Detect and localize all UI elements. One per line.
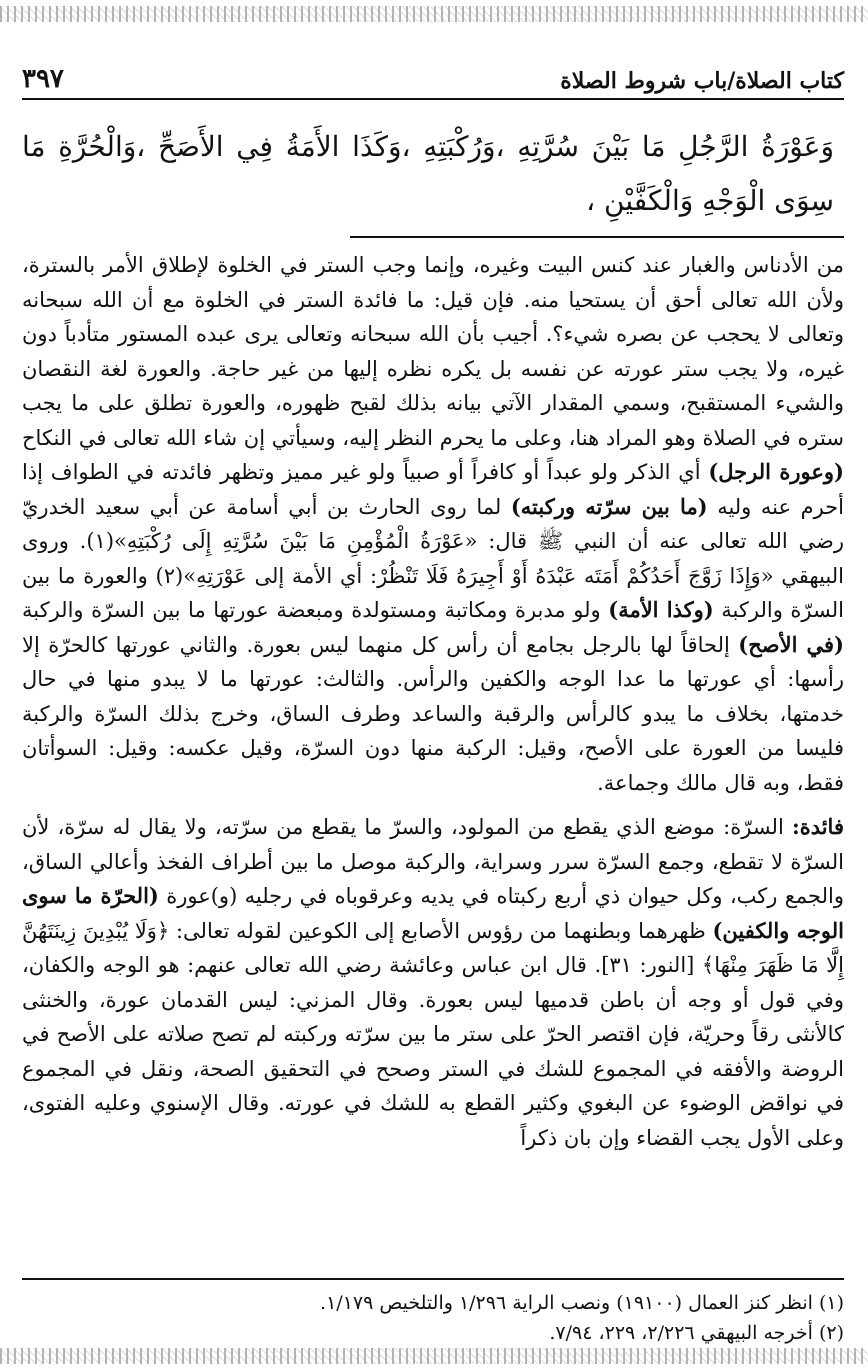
quoted-matn: (الحرّة ما سوى الوجه والكفين) xyxy=(22,883,844,943)
text-run: ولو مدبرة ومكاتبة ومستولدة ومبعضة عورتها ما بين السرّة والركبة xyxy=(22,598,601,622)
matn-text: وَعَوْرَةُ الرَّجُلِ مَا بَيْنَ سُرَّتِهِ ،وَرُكْبَتِهِ ،وَكَذَا الأَمَةُ فِي الأَصَحِّ ،وَالْحُرَّةِ مَا سِوَى الْوَجْهِ وَالْكَفَّيْنِ ، xyxy=(22,130,834,217)
commentary-paragraph-1 xyxy=(22,248,844,800)
text-run: من الأدناس والغبار عند كنس البيت وغيره، وإنما وجب الستر في الخلوة لإطلاق الأمر بالسترة، ولأن الله تعالى أحق أن يستحيا منه. فإن قيل: ما فائدة الستر في الخلوة مع أن الله سبحانه وتعالى لا يحجب عن بصره شيء؟. أجيب بأن الله سبحانه وتعالى يرى عبده المستور متأدباً دون غيره، ولا يجب ستر عورته عن نفسه بل يكره نظره إليها من غير حاجة. والعورة لغة النقصان والشيء المستقبح، وسمي المقدار الآتي بيانه بذلك لقبح ظهوره، والعورة تطلق على ما يجب ستره في الصلاة وهو المراد هنا، وعلى ما يحرم النظر إليه، وسيأتي إن شاء الله تعالى في النكاح xyxy=(22,253,844,450)
footnote-2: (٢) أخرجه البيهقي ٢/٢٢٦، ٢٢٩، ٧/٩٤. xyxy=(549,1322,844,1344)
commentary-text xyxy=(22,248,844,1155)
text-run: السرّة: موضع الذي يقطع من المولود، والسرّ ما يقطع من سرّته، ولا يقال له سرّة، لأن السرّة لا تقطع، وجمع السرّة سرر وسراية، والركبة موصل ما بين أطراف الفخذ وأعالي الساق، والجمع ركب، وكل حيوان ذي أربع ركبتاه في يديه وعرقوباه في رجليه (و)عورة xyxy=(22,815,844,908)
text-run: ظهرهما وبطنهما من رؤوس الأصابع إلى الكوعين لقوله تعالى: ﴿وَلَا يُبْدِينَ زِينَتَهُنَّ إِلَّا مَا ظَهَرَ مِنْهَا﴾ [النور: ٣١]. قال ابن عباس وعائشة رضي الله تعالى عنهم: هو الوجه والكفان، وفي قول أو وجه أن باطن قدميها ليس بعورة. وقال المزني: ليس القدمان عورة، والخنثى كالأنثى رقاً وحريّة، فإن اقتصر الحرّ على ستر ما بين سرّته وركبته لم تصح صلاته على الأصح في الروضة والأفقه في المجموع للشك في الستر وصحح في التحقيق الصحة، ونقل في المجموع في نواقض الوضوء عن البغوي وكثير القطع به للشك في عورته. وقال الإسنوي وعليه الفتوى، وعلى الأول يجب القضاء وإن بان ذكراً xyxy=(22,918,844,1150)
decorative-border-top xyxy=(0,6,868,22)
footnote-divider xyxy=(22,1278,844,1280)
quoted-matn: (في الأصح) xyxy=(738,631,844,657)
text-run: أي الذكر ولو عبداً أو كافراً أو صبياً ولو غير مميز وتظهر فائدته في الطواف إذا أحرم عنه وليه xyxy=(22,460,844,519)
footnotes xyxy=(22,1288,844,1348)
footnote-1: (١) انظر كنز العمال (١٩١٠٠) ونصب الراية ١/٢٩٦ والتلخيص ١/١٧٩. xyxy=(320,1292,844,1314)
matn-divider xyxy=(350,236,844,238)
commentary-paragraph-2 xyxy=(22,810,844,1155)
quoted-matn: (وكذا الأمة) xyxy=(608,597,714,622)
text-run: إلحاقاً لها بالرجل بجامع أن رأس كل منهما ليس بعورة. والثاني عورتها كالحرّة إلا رأسها: أي عورتها ما عدا الوجه والكفين والرأس. والثالث: عورتها ما لا يبدو منها في حال خدمتها، بخلاف ما يبدو كالرأس والرقبة والساعد وطرف الساق، وخرج بذلك السرّة والركبة فليسا من العورة على الأصح، وقيل: الركبة منها دون السرّة، وقيل عكسه: وقيل: السوأتان فقط، وبه قال مالك وجماعة. xyxy=(22,632,844,795)
note-label: فائدة: xyxy=(791,814,844,839)
page-header xyxy=(22,48,844,100)
text-run: لما روى الحارث بن أبي أسامة عن أبي سعيد الخدريّ رضي الله تعالى عنه أن النبي ﷺ قال: «عَوْرَةُ الْمُؤْمِنِ مَا بَيْنَ سُرَّتِهِ إِلَى رُكْبَتِهِ»(١). وروى البيهقي «وَإِذَا زَوَّجَ أَحَدُكُمْ أَمَتَه عَبْدَهُ أَوْ أَجِيرَهُ فَلَا تَنْظُرْ: أي الأمة إلى عَوْرَتِهِ»(٢) والعورة ما بين السرّة والركبة xyxy=(22,494,845,622)
decorative-border-bottom xyxy=(0,1348,868,1364)
page-number: ٣٩٧ xyxy=(22,64,64,94)
quoted-matn: (ما بين سرّته وركبته) xyxy=(510,493,708,519)
running-title: كتاب الصلاة/باب شروط الصلاة xyxy=(560,68,844,94)
quoted-matn: (وعورة الرجل) xyxy=(708,459,844,484)
